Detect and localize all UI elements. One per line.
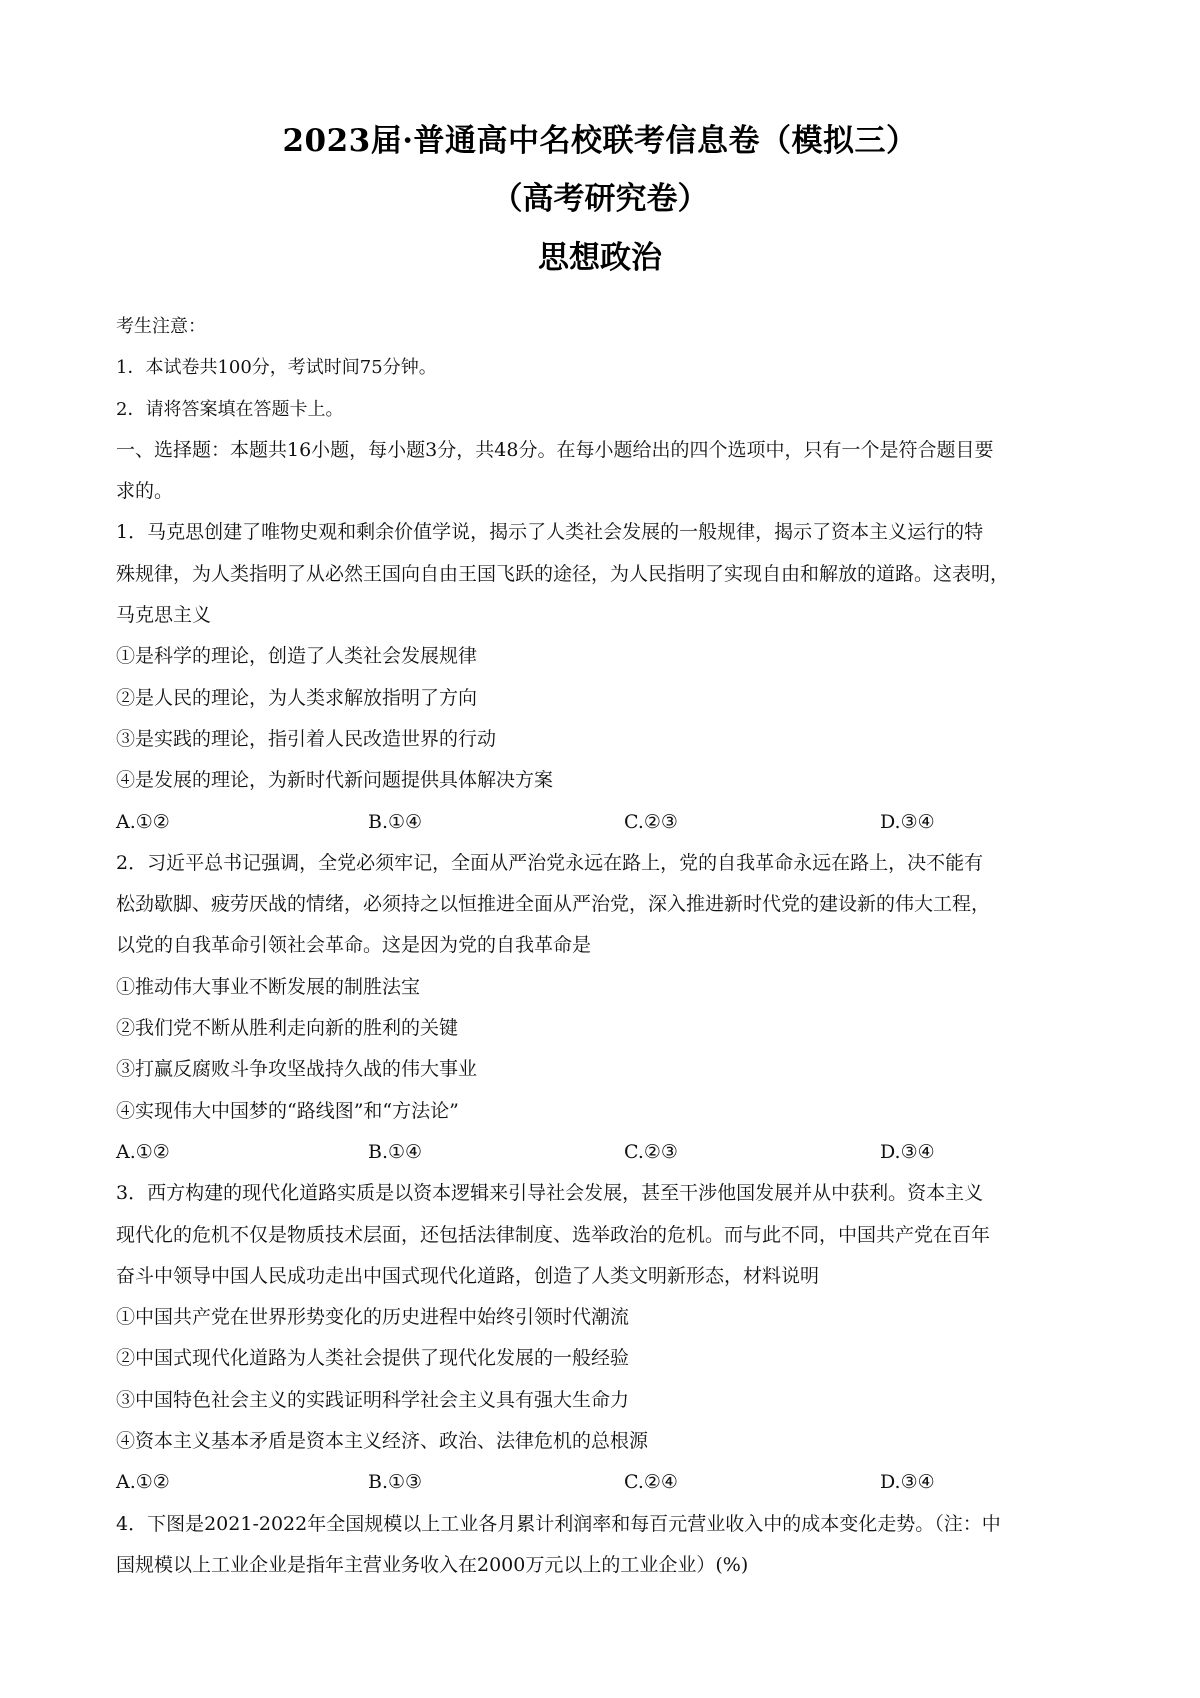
notice-item: 2．请将答案填在答题卡上。 — [116, 398, 344, 420]
section-heading: 一、选择题：本题共16小题，每小题3分，共48分。在每小题给出的四个选项中，只有一个是符合题目要 — [116, 438, 994, 461]
option-c: C.②④ — [624, 1471, 678, 1494]
statement: ①是科学的理论，创造了人类社会发展规律 — [116, 645, 478, 668]
option-d: D.③④ — [880, 1140, 935, 1163]
option-b: B.①④ — [368, 1140, 423, 1163]
statement: ③中国特色社会主义的实践证明科学社会主义具有强大生命力 — [116, 1388, 630, 1411]
statement: ④是发展的理论，为新时代新问题提供具体解决方案 — [116, 769, 554, 792]
question-stem-line: 1．马克思创建了唯物史观和剩余价值学说，揭示了人类社会发展的一般规律，揭示了资本主义运行的特 — [116, 521, 984, 544]
question-stem-line: 以党的自我革命引领社会革命。这是因为党的自我革命是 — [116, 934, 592, 957]
question-stem-line: 现代化的危机不仅是物质技术层面，还包括法律制度、选举政治的危机。而与此不同，中国共产党在百年 — [116, 1223, 991, 1246]
option-a: A.①② — [116, 810, 170, 833]
option-c: C.②③ — [624, 810, 678, 833]
question-2 — [116, 843, 1092, 1173]
statement: ②我们党不断从胜利走向新的胜利的关键 — [116, 1017, 459, 1040]
statement: ③是实践的理论，指引着人民改造世界的行动 — [116, 727, 497, 750]
question-stem-line: 3．西方构建的现代化道路实质是以资本逻辑来引导社会发展，甚至干涉他国发展并从中获利。资本主义 — [116, 1182, 984, 1205]
question-1 — [116, 512, 1092, 842]
option-b: B.①④ — [368, 810, 423, 833]
question-stem-line: 2．习近平总书记强调，全党必须牢记，全面从严治党永远在路上，党的自我革命永远在路上，决不能有 — [116, 851, 984, 874]
option-b: B.①③ — [368, 1471, 423, 1494]
answer-options — [116, 1132, 1092, 1173]
notice-item: 1．本试卷共100分，考试时间75分钟。 — [116, 357, 437, 379]
option-d: D.③④ — [880, 1471, 935, 1494]
question-stem-line: 殊规律，为人类指明了从必然王国向自由王国飞跃的途径，为人民指明了实现自由和解放的道路。这表明， — [116, 562, 1010, 585]
option-d: D.③④ — [880, 810, 935, 833]
statement: ④实现伟大中国梦的“路线图”和“方法论” — [116, 1099, 459, 1122]
statement: ①推动伟大事业不断发展的制胜法宝 — [116, 975, 421, 998]
option-a: A.①② — [116, 1140, 170, 1163]
question-4 — [116, 1504, 1092, 1587]
question-stem-line: 奋斗中领导中国人民成功走出中国式现代化道路，创造了人类文明新形态，材料说明 — [116, 1264, 820, 1287]
notice-heading: 考生注意： — [116, 316, 206, 337]
subject-title: 思想政治 — [538, 240, 662, 276]
option-c: C.②③ — [624, 1140, 678, 1163]
statement: ④资本主义基本矛盾是资本主义经济、政治、法律危机的总根源 — [116, 1430, 649, 1453]
statement: ①中国共产党在世界形势变化的历史进程中始终引领时代潮流 — [116, 1306, 630, 1329]
option-a: A.①② — [116, 1471, 170, 1494]
question-stem-line: 马克思主义 — [116, 604, 212, 627]
statement: ③打赢反腐败斗争攻坚战持久战的伟大事业 — [116, 1058, 478, 1081]
statement: ②中国式现代化道路为人类社会提供了现代化发展的一般经验 — [116, 1347, 630, 1370]
exam-title: 2023届·普通高中名校联考信息卷（模拟三） — [282, 123, 918, 159]
question-stem-line: 国规模以上工业企业是指年主营业务收入在2000万元以上的工业企业）(%) — [116, 1553, 749, 1576]
exam-content — [116, 306, 1092, 1586]
question-3 — [116, 1173, 1092, 1503]
statement: ②是人民的理论，为人类求解放指明了方向 — [116, 686, 478, 709]
section-heading-cont: 求的。 — [116, 480, 174, 503]
answer-options — [116, 1462, 1092, 1503]
answer-options — [116, 802, 1092, 843]
question-stem-line: 4．下图是2021-2022年全国规模以上工业各月累计利润率和每百元营业收入中的成本变化走势。（注：中 — [116, 1512, 1001, 1535]
exam-subtitle: （高考研究卷） — [491, 181, 709, 217]
question-stem-line: 松劲歇脚、疲劳厌战的情绪，必须持之以恒推进全面从严治党，深入推进新时代党的建设新的伟大工程， — [116, 893, 991, 916]
